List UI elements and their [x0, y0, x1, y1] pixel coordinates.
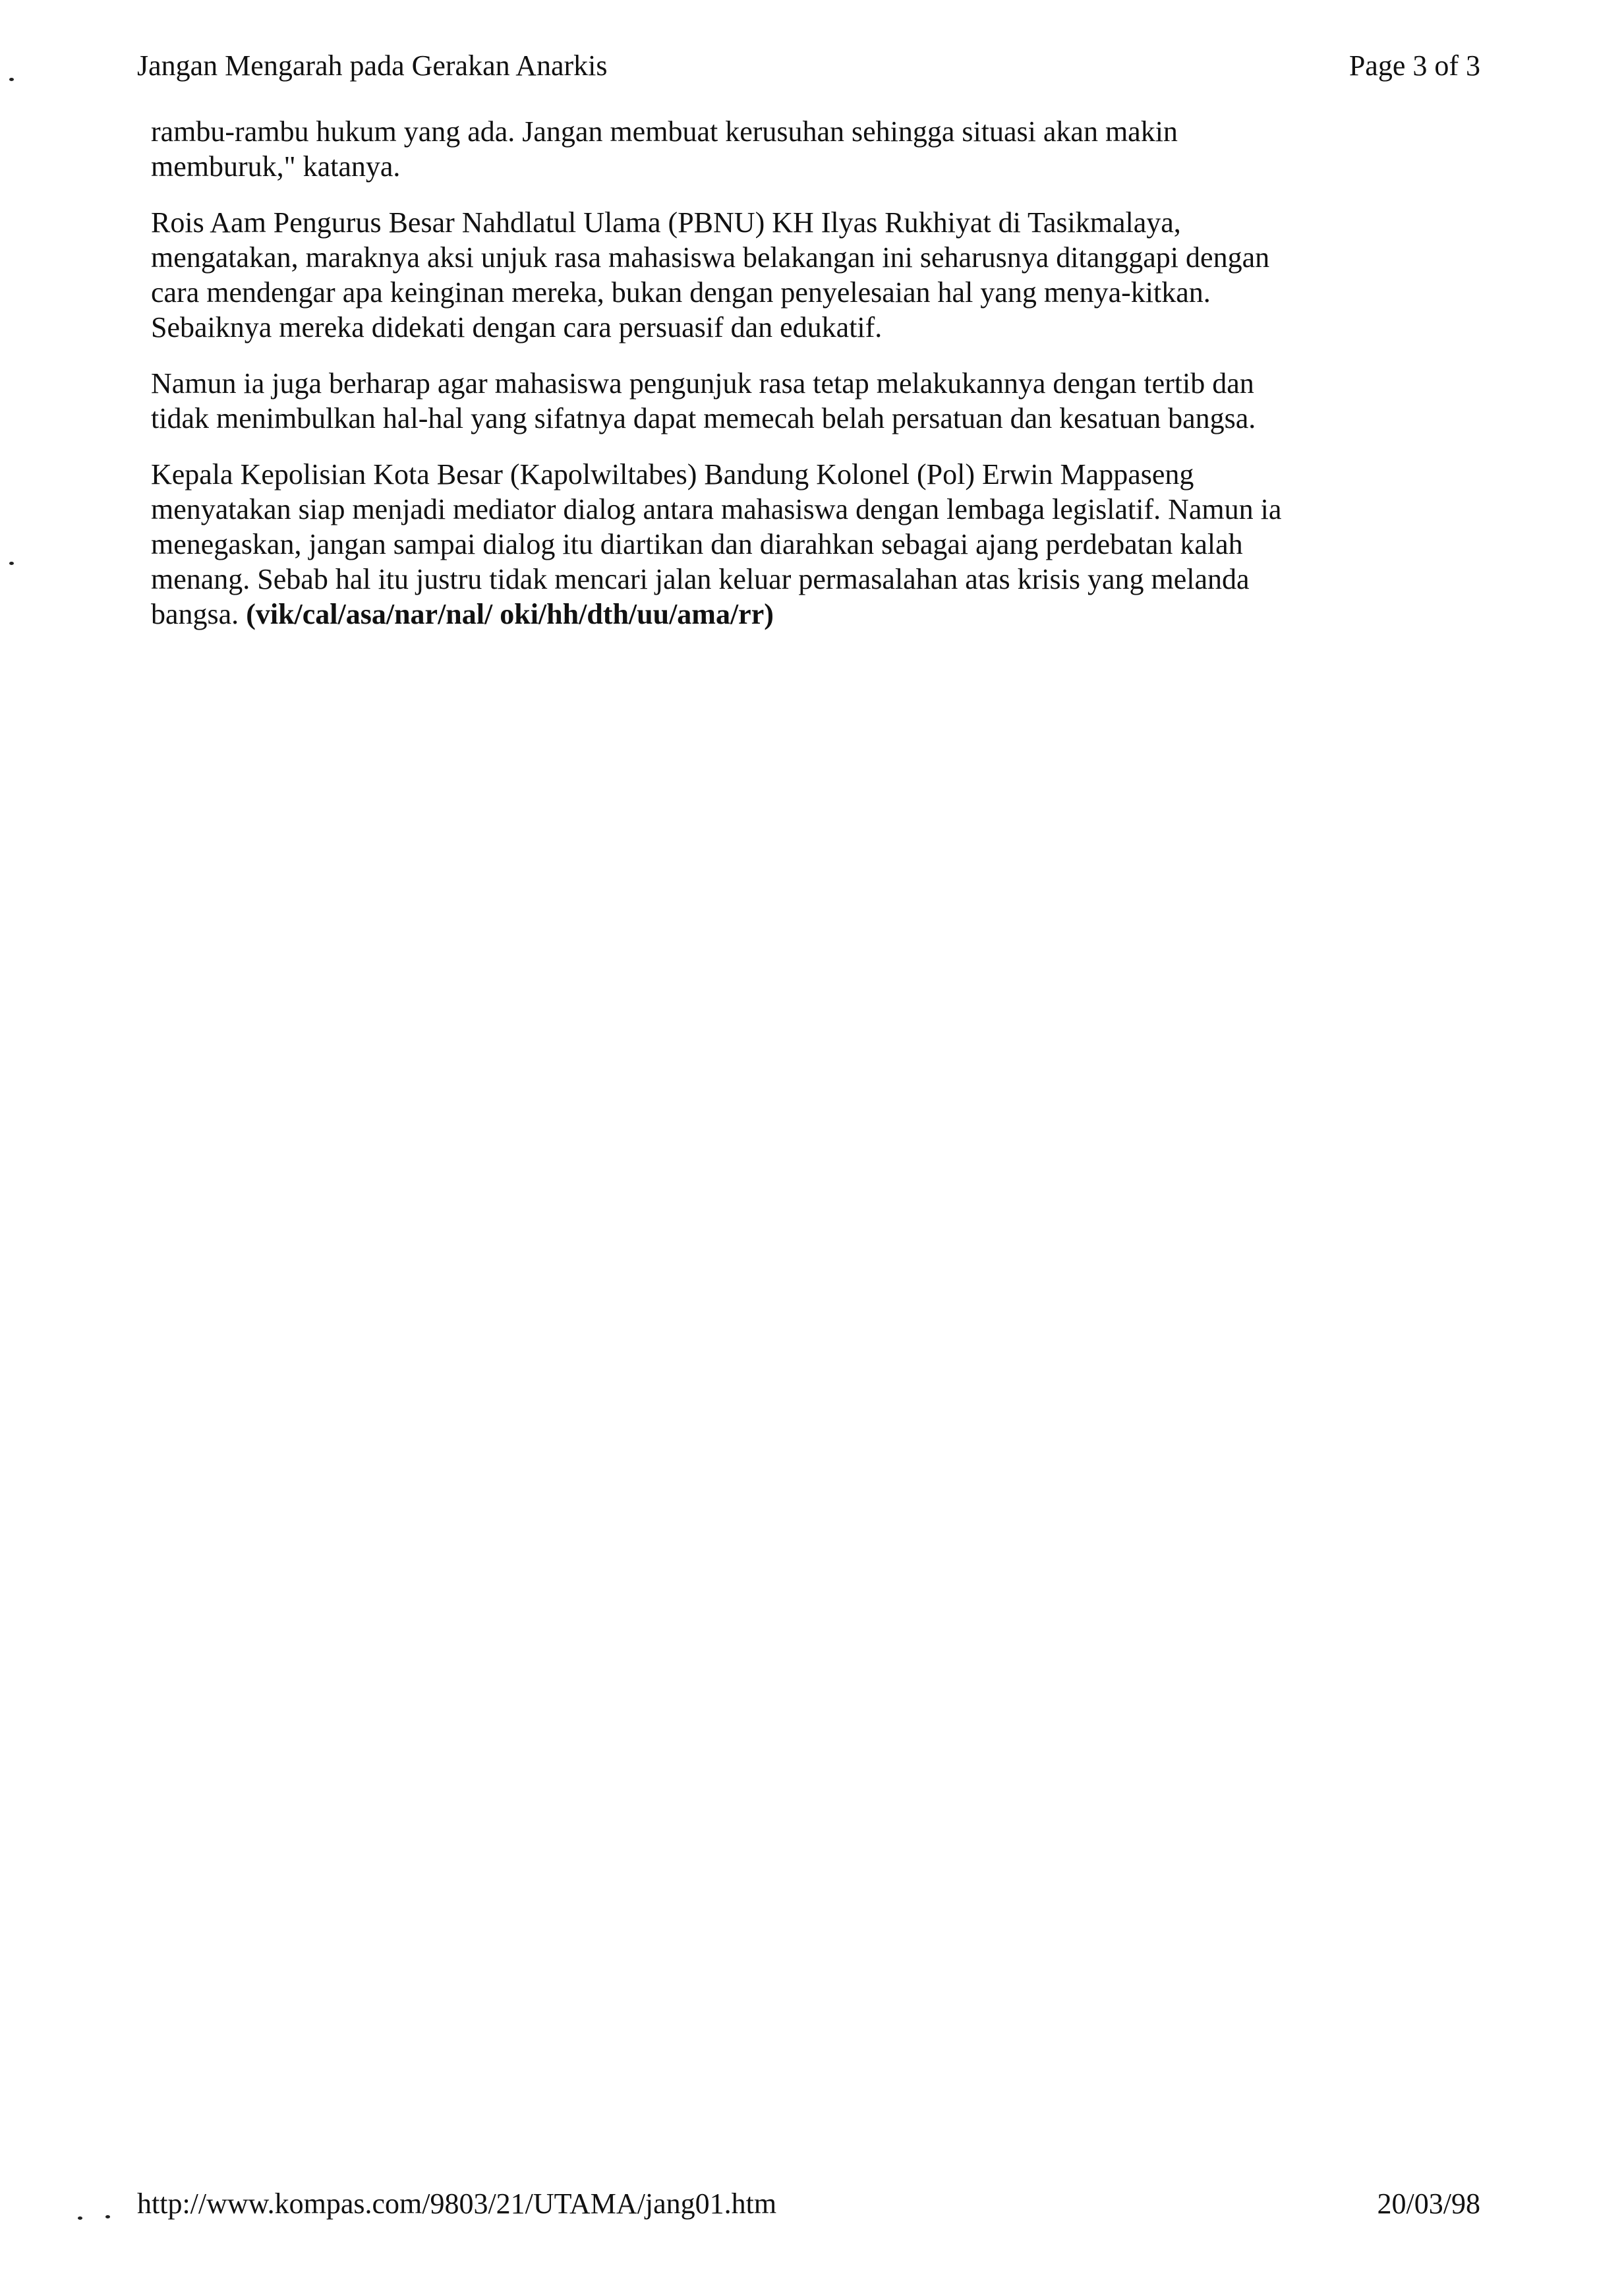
scan-mark — [78, 2216, 82, 2220]
document-title: Jangan Mengarah pada Gerakan Anarkis — [137, 49, 608, 82]
paragraph: Rois Aam Pengurus Besar Nahdlatul Ulama (PBNU) KH Ilyas Rukhiyat di Tasikmalaya, mengatakan, maraknya aksi unjuk rasa mahasiswa belakangan ini seharusnya ditanggapi dengan cara mendengar apa keinginan mereka, bukan dengan penyelesaian hal yang menya-kitkan. Sebaiknya mereka didekati dengan cara persuasif dan edukatif. — [151, 206, 1270, 343]
paragraph-last — [151, 457, 1495, 632]
source-url: http://www.kompas.com/9803/21/UTAMA/jang01.htm — [137, 2187, 777, 2220]
scan-mark — [9, 562, 14, 565]
paragraph: rambu-rambu hukum yang ada. Jangan membuat kerusuhan sehingga situasi akan makin memburuk," katanya. — [151, 115, 1178, 183]
paragraph: Namun ia juga berharap agar mahasiswa pengunjuk rasa tetap melakukannya dengan tertib dan tidak menimbulkan hal-hal yang sifatnya dapat memecah belah persatuan dan kesatuan bangsa. — [151, 367, 1256, 434]
article-body — [151, 114, 1495, 653]
reporter-credit: (vik/cal/asa/nar/nal/ oki/hh/dth/uu/ama/rr) — [246, 598, 774, 630]
print-date: 20/03/98 — [1377, 2187, 1480, 2220]
scan-mark — [9, 78, 14, 81]
paragraph-text: Kepala Kepolisian Kota Besar (Kapolwiltabes) Bandung Kolonel (Pol) Erwin Mappaseng menyatakan siap menjadi mediator dialog antara mahasiswa dengan lembaga legislatif. Namun ia menegaskan, jangan sampai dialog itu diartikan dan diarahkan sebagai ajang perdebatan kalah menang. Sebab hal itu justru tidak mencari jalan keluar permasalahan atas krisis yang melanda bangsa. — [151, 458, 1282, 630]
page-number: Page 3 of 3 — [1348, 49, 1480, 82]
scan-mark — [105, 2215, 110, 2218]
